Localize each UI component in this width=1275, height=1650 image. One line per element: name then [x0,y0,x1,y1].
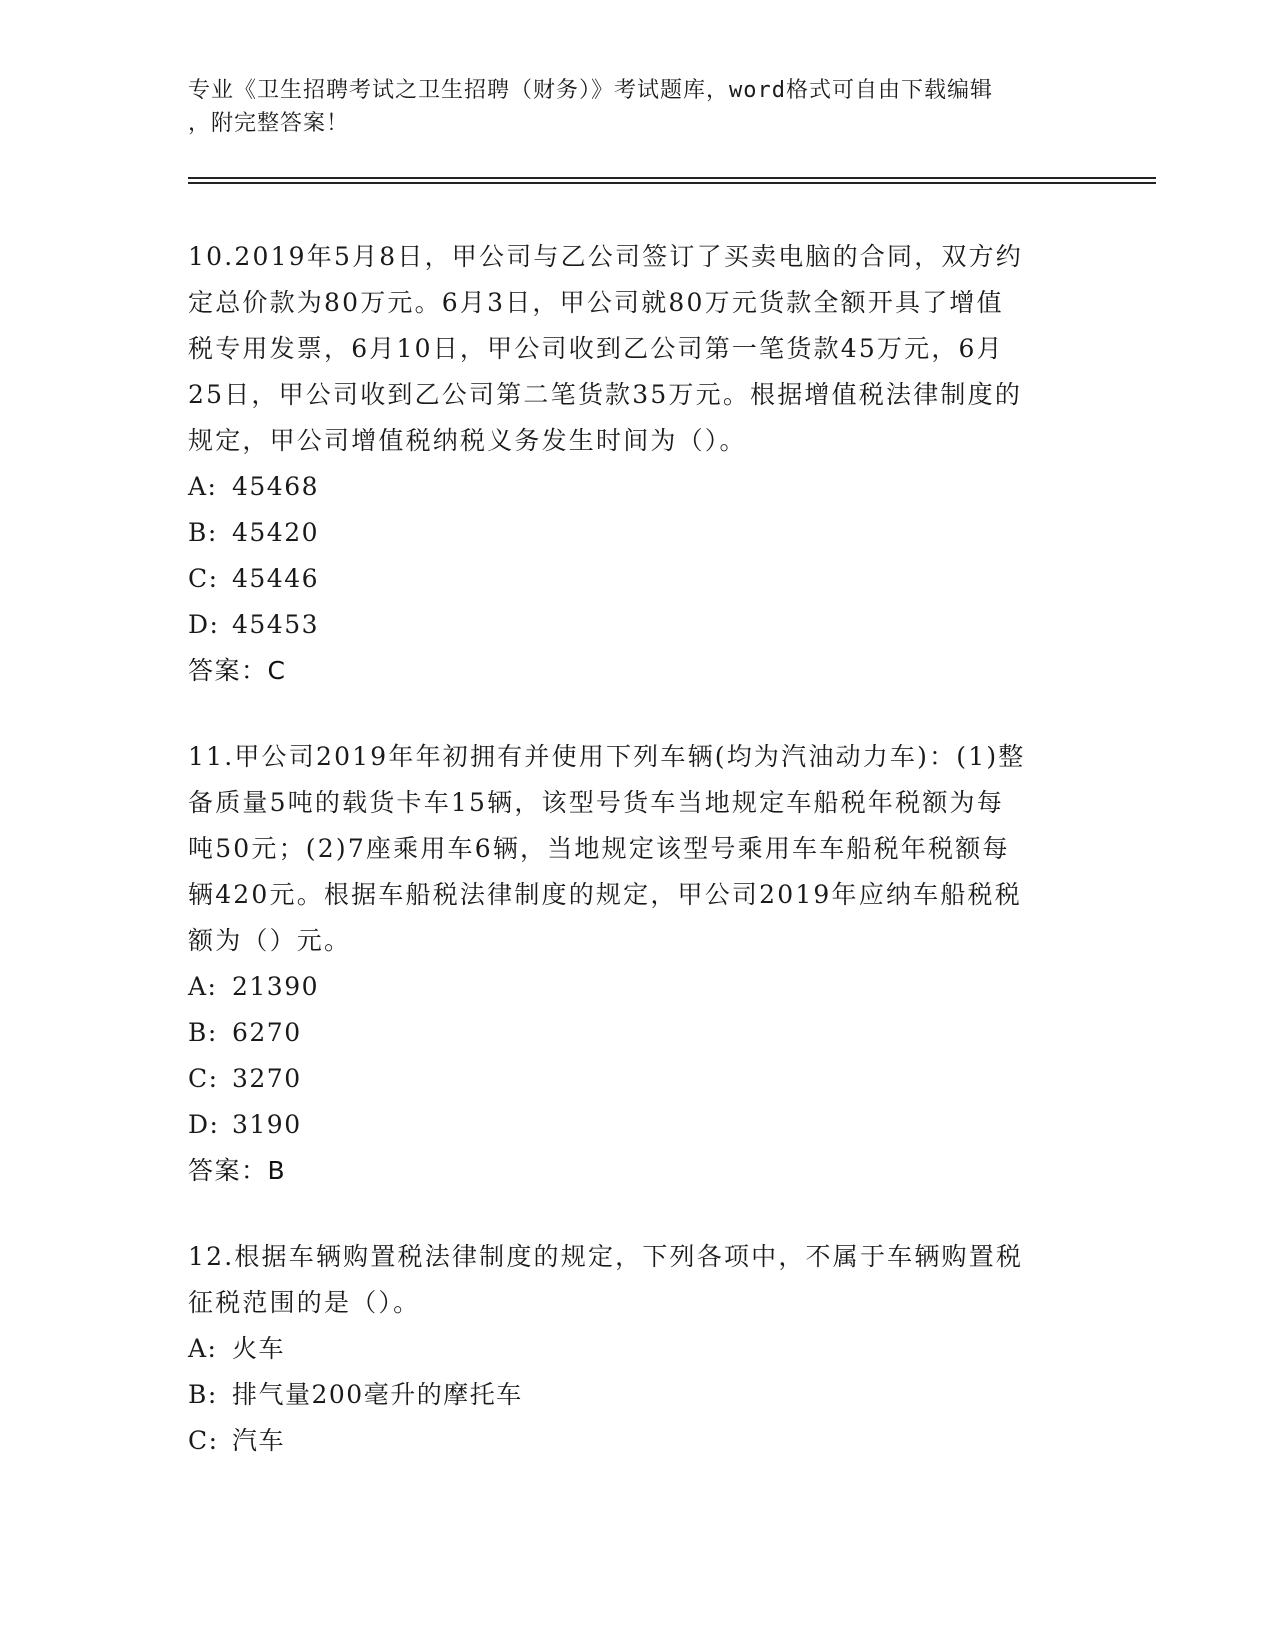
header-divider-bottom [188,182,1156,184]
option-c [188,1418,1088,1464]
option-b [188,510,1088,556]
answer-label: 答案：C [188,656,287,685]
question-stem [188,1234,1088,1326]
option-d [188,1102,1088,1148]
option-text: 6270 [232,1018,302,1047]
option-text: 45420 [232,518,320,547]
option-letter: C: [188,564,219,593]
header-line-2: ，附完整答案！ [188,111,350,136]
option-text: 3190 [232,1110,302,1139]
question-stem [188,734,1088,964]
stem-line: 辆420元。根据车船税法律制度的规定，甲公司2019年应纳车船税税 [188,880,1022,909]
stem-line: 征税范围的是（）。 [188,1288,421,1317]
option-d [188,602,1088,648]
stem-line: 11.甲公司2019年年初拥有并使用下列车辆(均为汽油动力车)：(1)整 [188,742,1026,771]
option-a [188,464,1088,510]
option-letter: D: [188,1110,220,1139]
stem-line: 额为（）元。 [188,926,352,955]
option-text: 45446 [232,564,320,593]
option-text: 3270 [232,1064,302,1093]
stem-line: 25日，甲公司收到乙公司第二笔货款35万元。根据增值税法律制度的 [188,380,1023,409]
option-text: 排气量200毫升的摩托车 [232,1380,523,1409]
option-a [188,964,1088,1010]
option-b [188,1372,1088,1418]
header-divider-top [188,177,1156,179]
option-letter: A: [188,1334,218,1363]
stem-line: 规定，甲公司增值税纳税义务发生时间为（）。 [188,426,747,455]
answer-label: 答案：B [188,1156,287,1185]
stem-line: 备质量5吨的载货卡车15辆，该型号货车当地规定车船税年税额为每 [188,788,1004,817]
option-letter: B: [188,1380,218,1409]
stem-line: 10.2019年5月8日，甲公司与乙公司签订了买卖电脑的合同，双方约 [188,242,1023,271]
option-letter: B: [188,1018,218,1047]
option-letter: A: [188,972,218,1001]
option-text: 汽车 [232,1426,286,1455]
stem-line: 12.根据车辆购置税法律制度的规定，下列各项中，不属于车辆购置税 [188,1242,1024,1271]
option-text: 45453 [232,610,320,639]
stem-line: 税专用发票，6月10日，甲公司收到乙公司第一笔货款45万元，6月 [188,334,1004,363]
option-c [188,1056,1088,1102]
header-line-1: 专业《卫生招聘考试之卫生招聘（财务）》考试题库，word格式可自由下载编辑 [188,78,993,103]
question-11 [188,734,1088,1194]
option-letter: A: [188,472,218,501]
question-12 [188,1234,1088,1464]
option-text: 21390 [232,972,320,1001]
option-letter: B: [188,518,218,547]
option-text: 火车 [232,1334,286,1363]
question-stem [188,234,1088,464]
option-letter: D: [188,610,220,639]
stem-line: 定总价款为80万元。6月3日，甲公司就80万元货款全额开具了增值 [188,288,1004,317]
option-a [188,1326,1088,1372]
option-b [188,1010,1088,1056]
stem-line: 吨50元；(2)7座乘用车6辆，当地规定该型号乘用车车船税年税额每 [188,834,1010,863]
document-header [188,74,1068,140]
question-10 [188,234,1088,694]
option-letter: C: [188,1426,219,1455]
option-letter: C: [188,1064,219,1093]
option-c [188,556,1088,602]
option-text: 45468 [232,472,320,501]
